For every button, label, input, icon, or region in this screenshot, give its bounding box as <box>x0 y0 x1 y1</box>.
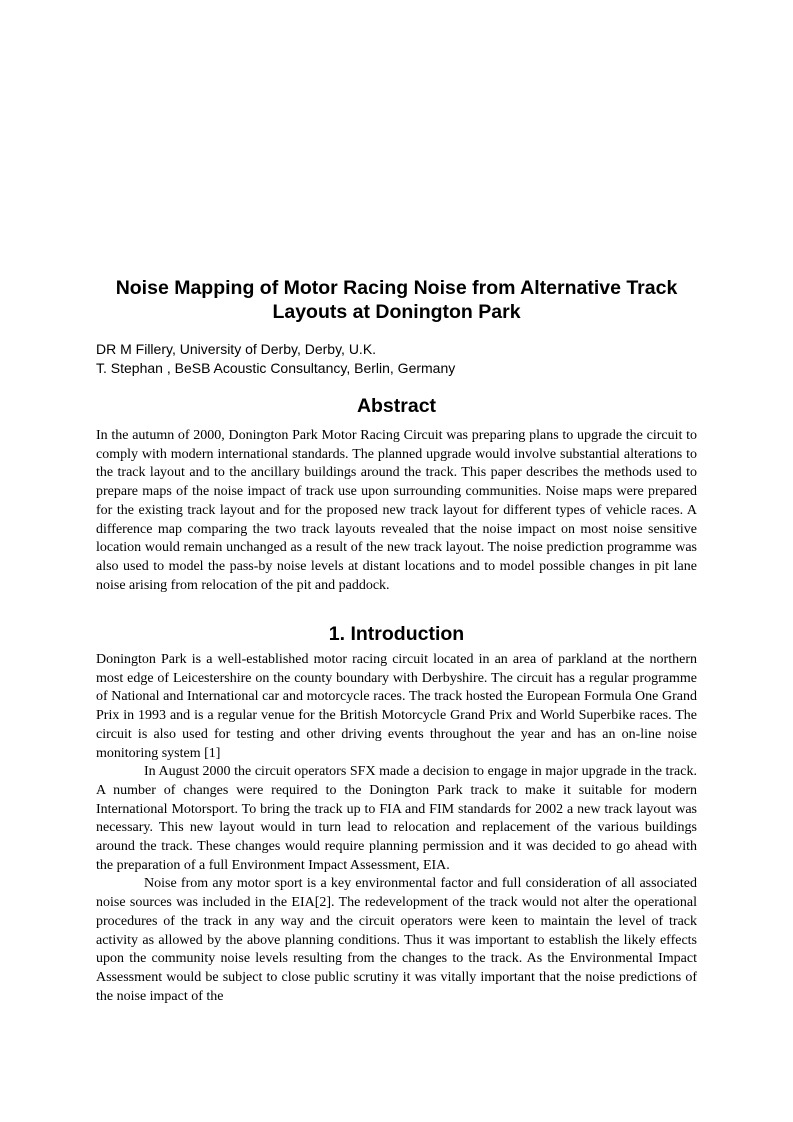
introduction-heading: 1. Introduction <box>328 623 465 645</box>
introduction-paragraph: In August 2000 the circuit operators SFX made a decision to engage in major upgrade in the track. A number of changes were required to the Donington Park track to make it suitable for modern International Motorsport. To bring the track up to FIA and FIM standards for 2002 a new track layout was necessary. This new layout would in turn lead to relocation and replacement of the various buildings around the track. These changes would require planning permission and it was decided to go ahead with the preparation of a full Environment Impact Assessment, EIA. <box>96 764 697 873</box>
author-line: T. Stephan , BeSB Acoustic Consultancy, Berlin, Germany <box>96 360 456 376</box>
paper-title: Noise Mapping of Motor Racing Noise from Alternative Track Layouts at Donington Park <box>115 277 678 323</box>
abstract-heading: Abstract <box>356 395 437 417</box>
introduction-section <box>96 651 697 1006</box>
abstract-paragraph: In the autumn of 2000, Donington Park Motor Racing Circuit was preparing plans to upgrade the circuit to comply with modern international standards. The planned upgrade would involve substantial alterations to the track layout and to the ancillary buildings around the track. This paper describes the methods used to prepare maps of the noise impact of track use upon surrounding communities. Noise maps were prepared for the existing track layout and for the proposed new track layout for different types of vehicle races. A difference map comparing the two track layouts revealed that the noise impact on most noise sensitive location would remain unchanged as a result of the new track layout. The noise prediction programme was also used to model the pass-by noise levels at distant locations and to model possible changes in pit lane noise arising from relocation of the pit and paddock. <box>96 428 697 593</box>
abstract-section <box>96 427 697 595</box>
introduction-paragraph: Noise from any motor sport is a key environmental factor and full consideration of all associated noise sources was included in the EIA[2]. The redevelopment of the track would not alter the operational procedures of the track in any way and the circuit operators were keen to maintain the level of track activity as allowed by the above planning conditions. Thus it was important to establish the likely effects upon the community noise levels resulting from the changes to the track. As the Environmental Impact Assessment would be subject to close public scrutiny it was vitally important that the noise predictions of the noise impact of the <box>96 876 697 1004</box>
introduction-paragraph: Donington Park is a well-established motor racing circuit located in an area of parkland at the northern most edge of Leicestershire on the county boundary with Derbyshire. The circuit has a regular programme of National and International car and motorcycle races. The track hosted the European Formula One Grand Prix in 1993 and is a regular venue for the British Motorcycle Grand Prix and World Superbike races. The circuit is also used for testing and other driving events throughout the year and has an on-line noise monitoring system [1] <box>96 652 697 761</box>
author-line: DR M Fillery, University of Derby, Derby, U.K. <box>96 341 377 357</box>
author-list <box>96 340 697 378</box>
